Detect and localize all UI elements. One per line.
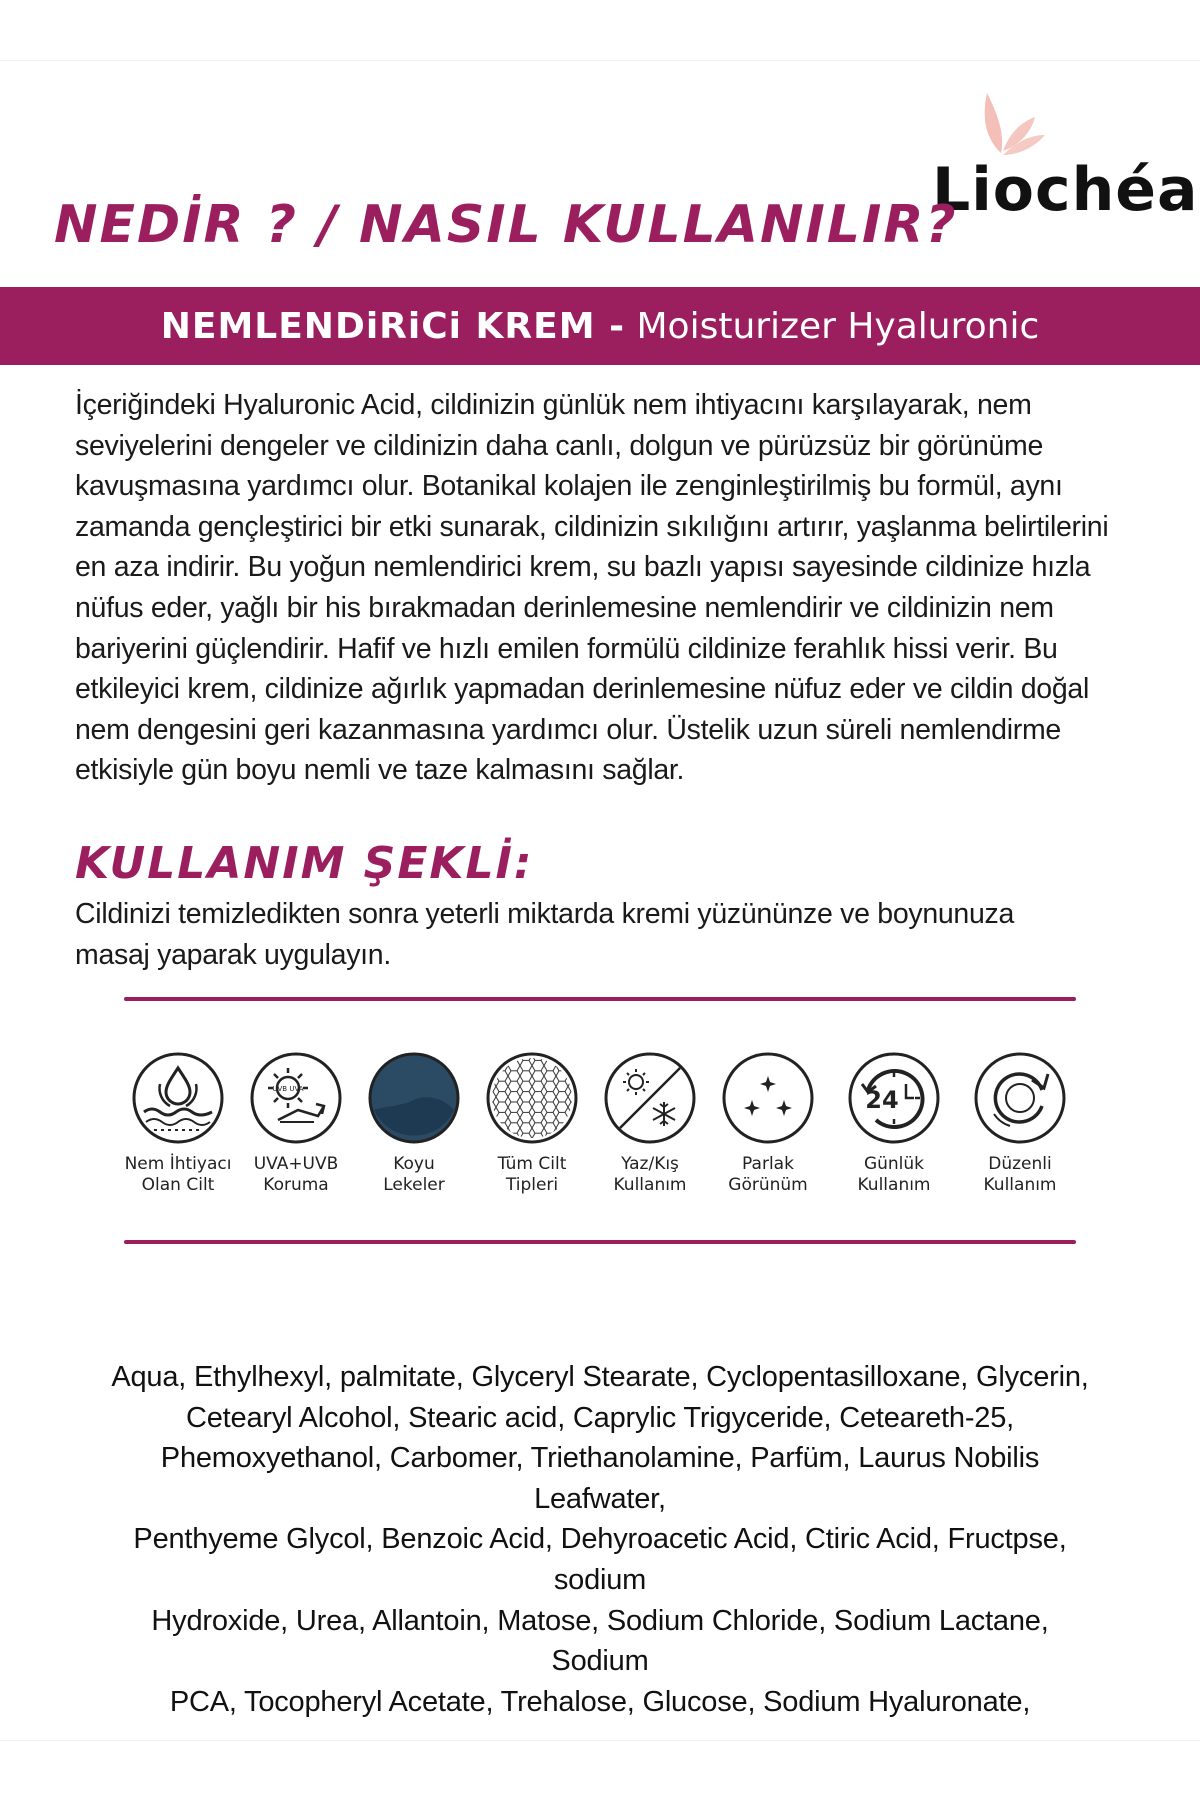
ingredients-line: Aqua, Ethylhexyl, palmitate, Glyceryl Stearate, Cyclopentasilloxane, Glycerin, <box>111 1361 1089 1393</box>
sun-protection-icon <box>248 1050 344 1146</box>
feature-label: Yaz/Kış Kullanım <box>613 1154 687 1195</box>
brand-logo <box>932 85 1199 235</box>
ingredients-line: Hydroxide, Urea, Allantoin, Matose, Sodium Chloride, Sodium Lactane, Sodium <box>151 1604 1049 1678</box>
feature-item <box>472 1050 592 1196</box>
ingredients-list <box>100 1357 1100 1722</box>
feature-label: Parlak Görünüm <box>728 1154 808 1195</box>
ingredients-line: Phemoxyethanol, Carbomer, Triethanolamine, Parfüm, Laurus Nobilis Leafwater, <box>160 1442 1040 1515</box>
feature-label: Günlük Kullanım <box>857 1154 931 1195</box>
page-top-border <box>0 60 1200 61</box>
ingredients-line: Cetearyl Alcohol, Stearic acid, Caprylic Trigyceride, Ceteareth-25, <box>186 1401 1014 1434</box>
feature-item <box>834 1050 954 1196</box>
feature-icons-row <box>118 1050 1088 1220</box>
usage-heading: KULLANIM ŞEKLİ: <box>75 838 534 889</box>
icon-text: UVB UVA <box>272 1085 304 1093</box>
honeycomb-icon <box>484 1050 580 1146</box>
ingredients-line: Penthyeme Glycol, Benzoic Acid, Dehyroacetic Acid, Ctiric Acid, Fructpse, sodium <box>133 1523 1067 1596</box>
product-description: İçeriğindeki Hyaluronic Acid, cildinizin günlük nem ihtiyacını karşılayarak, nem seviyelerini dengeler ve cildinizin daha canlı, dolgun ve pürüzsüz bir görünüme kavuşmasına yardımcı olur. Botanikal kolajen ile zenginleştirilmiş bu formül, aynı zamanda gençleştirici bir etki sunarak, cildinizin sıkılığını artırır, yaşlanma belirtilerini en aza indirir. Bu yoğun nemlendirici krem, su bazlı yapısı sayesinde cildinize hızla nüfus eder, yağlı bir his bırakmadan derinlemesine nemlendirir ve cildinizin nem bariyerini güçlendirir. Hafif ve hızlı emilen formülü cildinize ferahlık hissi verir. Bu etkileyici krem, cildinize ağırlık yapmadan derinlemesine nüfuz eder ve cildin doğal nem dengesini geri kazanmasına yardımcı olur. Üstelik uzun süreli nemlendirme etkisiyle gün boyu nemli ve taze kalmasını sağlar. <box>75 389 1109 787</box>
page-bottom-border <box>0 1740 1200 1741</box>
features-top-divider <box>124 997 1076 1001</box>
product-name <box>0 287 1200 365</box>
feature-label: Koyu Lekeler <box>383 1154 445 1195</box>
sun-snow-icon <box>602 1050 698 1146</box>
sparkle-icon <box>720 1050 816 1146</box>
product-name-en: Moisturizer Hyaluronic <box>636 305 1040 347</box>
usage-instructions: Cildinizi temizledikten sonra yeterli miktarda kremi yüzününze ve boynunuza masaj yaparak uygulayın. <box>75 898 1015 971</box>
feature-label: Nem İhtiyacı Olan Cilt <box>124 1154 232 1195</box>
feature-item <box>118 1050 238 1196</box>
feature-label: Düzenli Kullanım <box>983 1154 1057 1195</box>
petal-logo-icon <box>957 85 1047 160</box>
feature-item <box>708 1050 828 1196</box>
water-drop-icon <box>130 1050 226 1146</box>
dark-spot-icon <box>366 1050 462 1146</box>
clock-24-icon <box>846 1050 942 1146</box>
product-name-tr: NEMLENDiRiCi KREM - <box>160 305 626 347</box>
brand-name: Liochéa <box>932 155 1199 225</box>
feature-label: UVA+UVB Koruma <box>253 1154 339 1195</box>
ingredients-line: PCA, Tocopheryl Acetate, Trehalose, Glucose, Sodium Hyaluronate, <box>169 1685 1031 1718</box>
features-bottom-divider <box>124 1240 1076 1244</box>
product-banner <box>0 287 1200 365</box>
page-title: NEDİR ? / NASIL KULLANILIR? <box>54 195 958 255</box>
cycle-icon <box>972 1050 1068 1146</box>
icon-text: 24 <box>865 1086 899 1114</box>
feature-item <box>590 1050 710 1196</box>
feature-item <box>960 1050 1080 1196</box>
feature-label: Tüm Cilt Tipleri <box>497 1154 567 1195</box>
feature-item <box>354 1050 474 1196</box>
feature-item <box>236 1050 356 1196</box>
